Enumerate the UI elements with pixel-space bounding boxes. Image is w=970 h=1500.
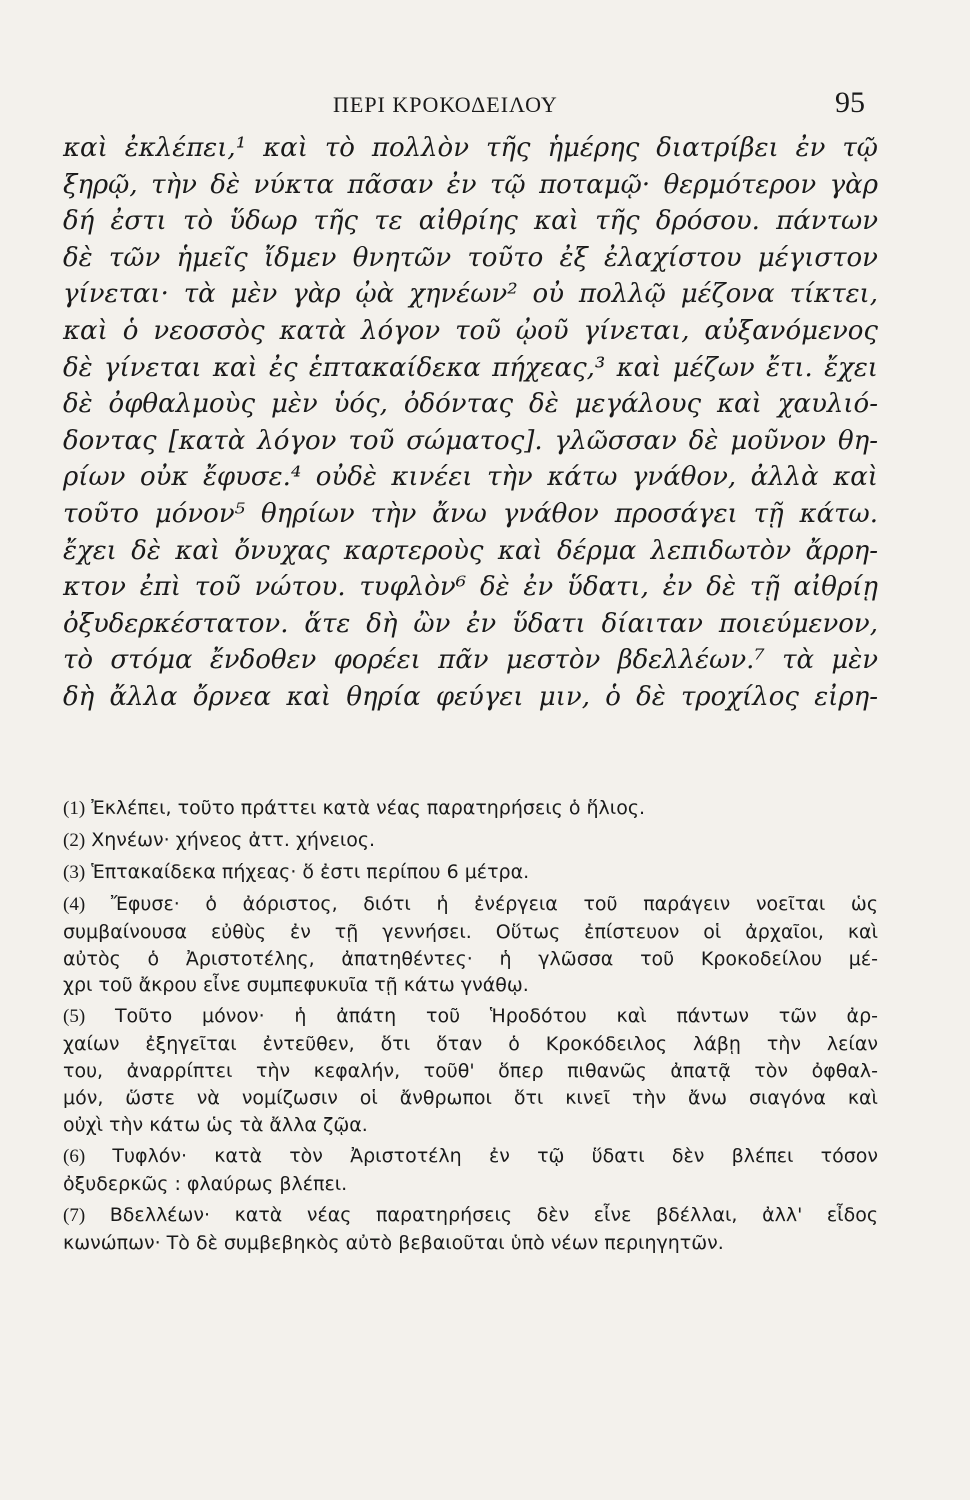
- text-line: δὲ γίνεται καὶ ἐς ἑπτακαίδεκα πήχεας,³ καὶ μέζων ἔτι. ἔχει: [63, 352, 878, 383]
- footnote-text: Τυφλόν· κατὰ τὸν Ἀριστοτέλη ἐν τῷ ὕδατι δὲν βλέπει τόσον: [112, 1144, 878, 1167]
- running-title: ΠΕΡΙ ΚΡΟΚΟΔΕΙΛΟΥ: [333, 92, 558, 117]
- footnote-line: [63, 827, 878, 855]
- footnote-line: [63, 1112, 878, 1139]
- text-line: ἔχει δὲ καὶ ὄνυχας καρτεροὺς καὶ δέρμα λεπιδωτὸν ἄρρη-: [63, 535, 878, 566]
- footnote-line: [63, 1230, 878, 1257]
- text-line: ὀξυδερκέστατον. ἅτε δὴ ὢν ἐν ὕδατι δίαιταν ποιεύμενον,: [63, 608, 878, 639]
- text-line: γίνεται· τὰ μὲν γὰρ ᾠὰ χηνέων² οὐ πολλῷ μέζονα τίκτει,: [63, 279, 878, 310]
- footnote-text: Ἐκλέπει, τοῦτο πράττει κατὰ νέας παρατηρήσεις ὁ ἥλιος.: [91, 797, 646, 819]
- footnote: [63, 891, 878, 1000]
- footnote-text: συμβαίνουσα εὐθὺς ἐν τῇ γεννήσει. Οὕτως ἐπίστευον οἱ ἀρχαῖοι, καὶ: [63, 920, 878, 943]
- text-line: κτον ἐπὶ τοῦ νώτου. τυφλὸν⁶ δὲ ἐν ὕδατι, ἐν δὲ τῇ αἰθρίῃ: [63, 572, 878, 603]
- text-line: ρίων οὐκ ἔφυσε.⁴ οὐδὲ κινέει τὴν κάτω γνάθον, ἀλλὰ καὶ: [63, 462, 878, 493]
- footnote-text: του, ἀναρρίπτει τὴν κεφαλήν, τοῦθ' ὅπερ πιθανῶς ἀπατᾷ τὸν ὀφθαλ-: [63, 1060, 878, 1083]
- footnote-line: [63, 1171, 878, 1198]
- footnote-text: κωνώπων· Τὸ δὲ συμβεβηκὸς αὐτὸ βεβαιοῦται ὑπὸ νέων περιηγητῶν.: [63, 1231, 724, 1254]
- footnote-line: [63, 946, 878, 973]
- text-line: ξηρῷ, τὴν δὲ νύκτα πᾶσαν ἐν τῷ ποταμῷ· θερμότερον γὰρ: [63, 169, 878, 200]
- text-line: τὸ στόμα ἔνδοθεν φορέει πᾶν μεστὸν βδελλέων.⁷ τὰ μὲν: [63, 645, 878, 676]
- footnote-text: Ἔφυσε· ὁ ἀόριστος, διότι ἡ ἐνέργεια τοῦ παράγειν νοεῖται ὡς: [110, 892, 878, 915]
- footnote-text: Χηνέων· χήνεος ἀττ. χήνειος.: [91, 828, 376, 851]
- footnote-text: χαίων ἐξηγεῖται ἐντεῦθεν, ὅτι ὅταν ὁ Κροκόδειλος λάβῃ τὴν λείαν: [63, 1033, 878, 1056]
- footnote-text: Ἑπτακαίδεκα πήχεας· ὅ ἐστι περίπου 6 μέτρα.: [91, 860, 530, 883]
- footnote-text: Βδελλέων· κατὰ νέας παρατηρήσεις δὲν εἶνε βδέλλαι, ἀλλ' εἶδος: [109, 1203, 879, 1226]
- main-text: [63, 130, 878, 716]
- footnote-line: [63, 795, 878, 823]
- text-line: δή ἐστι τὸ ὕδωρ τῆς τε αἰθρίης καὶ τῆς δρόσου. πάντων: [63, 206, 878, 237]
- footnote-text: μόν, ὥστε νὰ νομίζωσιν οἱ ἄνθρωποι ὅτι κινεῖ τὴν ἄνω σιαγόνα καὶ: [63, 1087, 878, 1110]
- text-line: δὲ ὀφθαλμοὺς μὲν ὑός, ὀδόντας δὲ μεγάλους καὶ χαυλιό-: [63, 389, 878, 420]
- footnote-line: [63, 891, 878, 919]
- footnote-line: [63, 859, 878, 887]
- text-line: δὴ ἄλλα ὄρνεα καὶ θηρία φεύγει μιν, ὁ δὲ τροχίλος εἰρη-: [63, 681, 878, 712]
- footnote-line: [63, 1058, 878, 1085]
- text-line: δὲ τῶν ἡμεῖς ἴδμεν θνητῶν τοῦτο ἐξ ἐλαχίστου μέγιστον: [63, 242, 878, 273]
- text-line: καὶ ὁ νεοσσὸς κατὰ λόγον τοῦ ᾠοῦ γίνεται, αὐξανόμενος: [63, 315, 878, 346]
- footnote-number: (7): [63, 1204, 86, 1226]
- footnote-text: οὐχὶ τὴν κάτω ὡς τὰ ἄλλα ζῷα.: [63, 1113, 368, 1136]
- footnote-number: (5): [63, 1006, 86, 1028]
- footnote-number: (6): [63, 1145, 86, 1167]
- footnote: [63, 859, 878, 887]
- text-line: δοντας [κατὰ λόγον τοῦ σώματος]. γλῶσσαν δὲ μοῦνον θη-: [63, 425, 878, 456]
- text-line: τοῦτο μόνον⁵ θηρίων τὴν ἄνω γνάθον προσάγει τῇ κάτω.: [63, 498, 878, 529]
- footnote-number: (2): [63, 829, 86, 851]
- footnote-number: (3): [63, 861, 86, 883]
- footnote: [63, 1003, 878, 1139]
- footnote-text: αὐτὸς ὁ Ἀριστοτέλης, ἀπατηθέντες· ἡ γλῶσσα τοῦ Κροκοδείλου μέ-: [63, 947, 878, 970]
- text-line: καὶ ἐκλέπει,¹ καὶ τὸ πολλὸν τῆς ἡμέρης διατρίβει ἐν τῷ: [63, 133, 878, 163]
- page-number: 95: [835, 86, 865, 119]
- footnote-line: [63, 1143, 878, 1171]
- footnote-text: Τοῦτο μόνον· ἡ ἀπάτη τοῦ Ἡροδότου καὶ πάντων τῶν ἀρ-: [114, 1005, 878, 1028]
- footnote-text: ὀξυδερκῶς : φλαύρως βλέπει.: [63, 1172, 348, 1195]
- page-header: [0, 86, 970, 132]
- footnote-number: (1): [63, 798, 86, 819]
- footnotes: [63, 795, 878, 1261]
- footnote-number: (4): [63, 893, 86, 915]
- footnote-line: [63, 1085, 878, 1112]
- footnote: [63, 827, 878, 855]
- footnote-text: χρι τοῦ ἄκρου εἶνε συμπεφυκυῖα τῇ κάτω γνάθῳ.: [63, 974, 529, 997]
- footnote: [63, 1143, 878, 1198]
- footnote: [63, 1202, 878, 1257]
- footnote-line: [63, 972, 878, 999]
- footnote: [63, 795, 878, 823]
- footnote-line: [63, 919, 878, 946]
- footnote-line: [63, 1202, 878, 1230]
- footnote-line: [63, 1003, 878, 1031]
- footnote-line: [63, 1031, 878, 1058]
